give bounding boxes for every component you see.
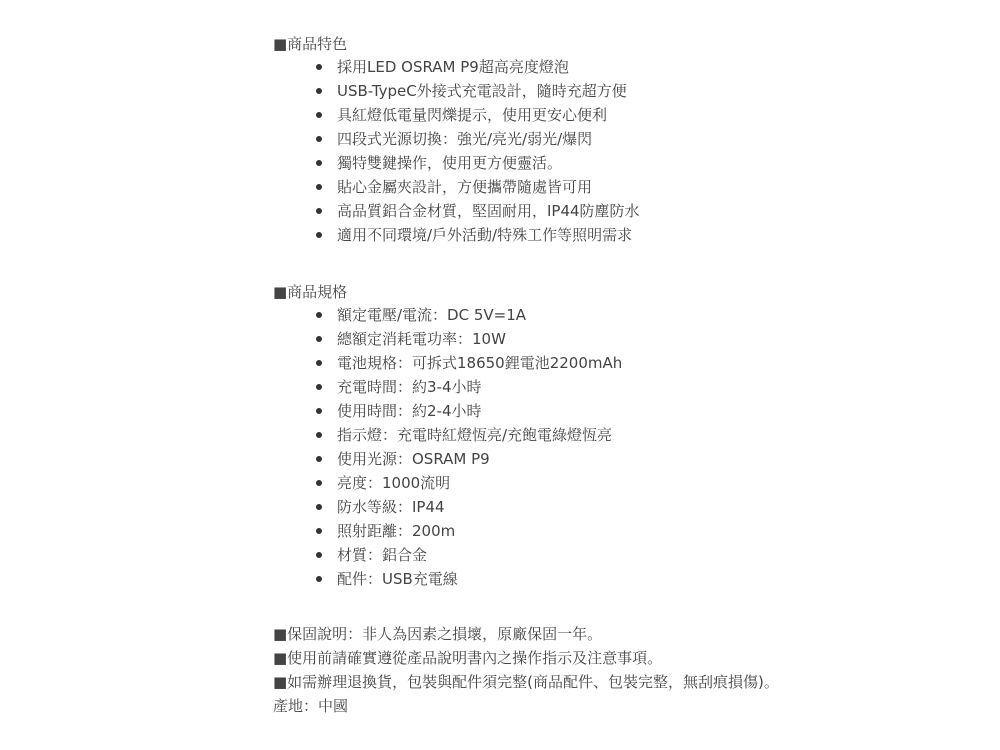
bullet-icon	[316, 160, 322, 166]
spec-item	[273, 519, 973, 543]
feature-text: 具紅燈低電量閃爍提示，使用更安心便利	[337, 106, 608, 124]
feature-text: 獨特雙鍵操作，使用更方便靈活。	[337, 154, 563, 172]
spec-item	[273, 423, 973, 447]
bullet-icon	[316, 136, 322, 142]
feature-item	[273, 103, 973, 127]
origin-note: 產地：中國	[273, 697, 349, 715]
feature-item	[273, 223, 973, 247]
return-note: ■如需辦理退換貨，包裝與配件須完整(商品配件、包裝完整，無刮痕損傷)。	[273, 673, 779, 691]
feature-item	[273, 199, 973, 223]
specs-list	[273, 303, 973, 591]
section-spacer	[273, 247, 973, 281]
bullet-icon	[316, 480, 322, 486]
feature-item	[273, 55, 973, 79]
feature-text: 高品質鋁合金材質，堅固耐用，IP44防塵防水	[337, 202, 640, 220]
bullet-icon	[316, 528, 322, 534]
spec-text: 總額定消耗電功率：10W	[337, 330, 506, 348]
spec-text: 防水等級：IP44	[337, 498, 445, 516]
bullet-icon	[316, 408, 322, 414]
spec-text: 使用時間：約2-4小時	[337, 402, 482, 420]
bullet-icon	[316, 504, 322, 510]
spec-text: 使用光源：OSRAM P9	[337, 450, 490, 468]
spec-text: 電池規格：可拆式18650鋰電池2200mAh	[337, 354, 623, 372]
spec-text: 指示燈：充電時紅燈恆亮/充飽電綠燈恆亮	[337, 426, 613, 444]
bullet-icon	[316, 456, 322, 462]
feature-text: USB-TypeC外接式充電設計，隨時充超方便	[337, 82, 627, 100]
spec-text: 配件：USB充電線	[337, 570, 458, 588]
feature-text: 四段式光源切換：強光/亮光/弱光/爆閃	[337, 130, 593, 148]
spec-item	[273, 471, 973, 495]
spec-text: 材質：鋁合金	[337, 546, 428, 564]
feature-item	[273, 175, 973, 199]
bullet-icon	[316, 360, 322, 366]
feature-text: 採用LED OSRAM P9超高亮度燈泡	[337, 58, 569, 76]
section-spacer	[273, 591, 973, 622]
product-description	[273, 33, 973, 718]
bullet-icon	[316, 88, 322, 94]
spec-item	[273, 447, 973, 471]
bullet-icon	[316, 232, 322, 238]
bullet-icon	[316, 552, 322, 558]
spec-item	[273, 375, 973, 399]
spec-item	[273, 543, 973, 567]
bullet-icon	[316, 336, 322, 342]
features-list	[273, 55, 973, 247]
spec-item	[273, 495, 973, 519]
bullet-icon	[316, 208, 322, 214]
bullet-icon	[316, 432, 322, 438]
spec-text: 照射距離：200m	[337, 522, 456, 540]
bullet-icon	[316, 576, 322, 582]
spec-item	[273, 351, 973, 375]
spec-item	[273, 303, 973, 327]
specs-heading: ■商品規格	[273, 283, 348, 301]
spec-item	[273, 567, 973, 591]
feature-text: 貼心金屬夾設計，方便攜帶隨處皆可用	[337, 178, 593, 196]
spec-text: 充電時間：約3-4小時	[337, 378, 482, 396]
bullet-icon	[316, 312, 322, 318]
bullet-icon	[316, 64, 322, 70]
feature-item	[273, 127, 973, 151]
spec-item	[273, 327, 973, 351]
feature-item	[273, 79, 973, 103]
feature-text: 適用不同環境/戶外活動/特殊工作等照明需求	[337, 226, 633, 244]
spec-text: 亮度：1000流明	[337, 474, 451, 492]
bullet-icon	[316, 384, 322, 390]
features-heading: ■商品特色	[273, 35, 348, 53]
spec-text: 額定電壓/電流：DC 5V=1A	[337, 306, 527, 324]
usage-note: ■使用前請確實遵從產品說明書內之操作指示及注意事項。	[273, 649, 663, 667]
warranty-note: ■保固說明：非人為因素之損壞，原廠保固一年。	[273, 625, 603, 643]
bullet-icon	[316, 184, 322, 190]
feature-item	[273, 151, 973, 175]
spec-item	[273, 399, 973, 423]
bullet-icon	[316, 112, 322, 118]
